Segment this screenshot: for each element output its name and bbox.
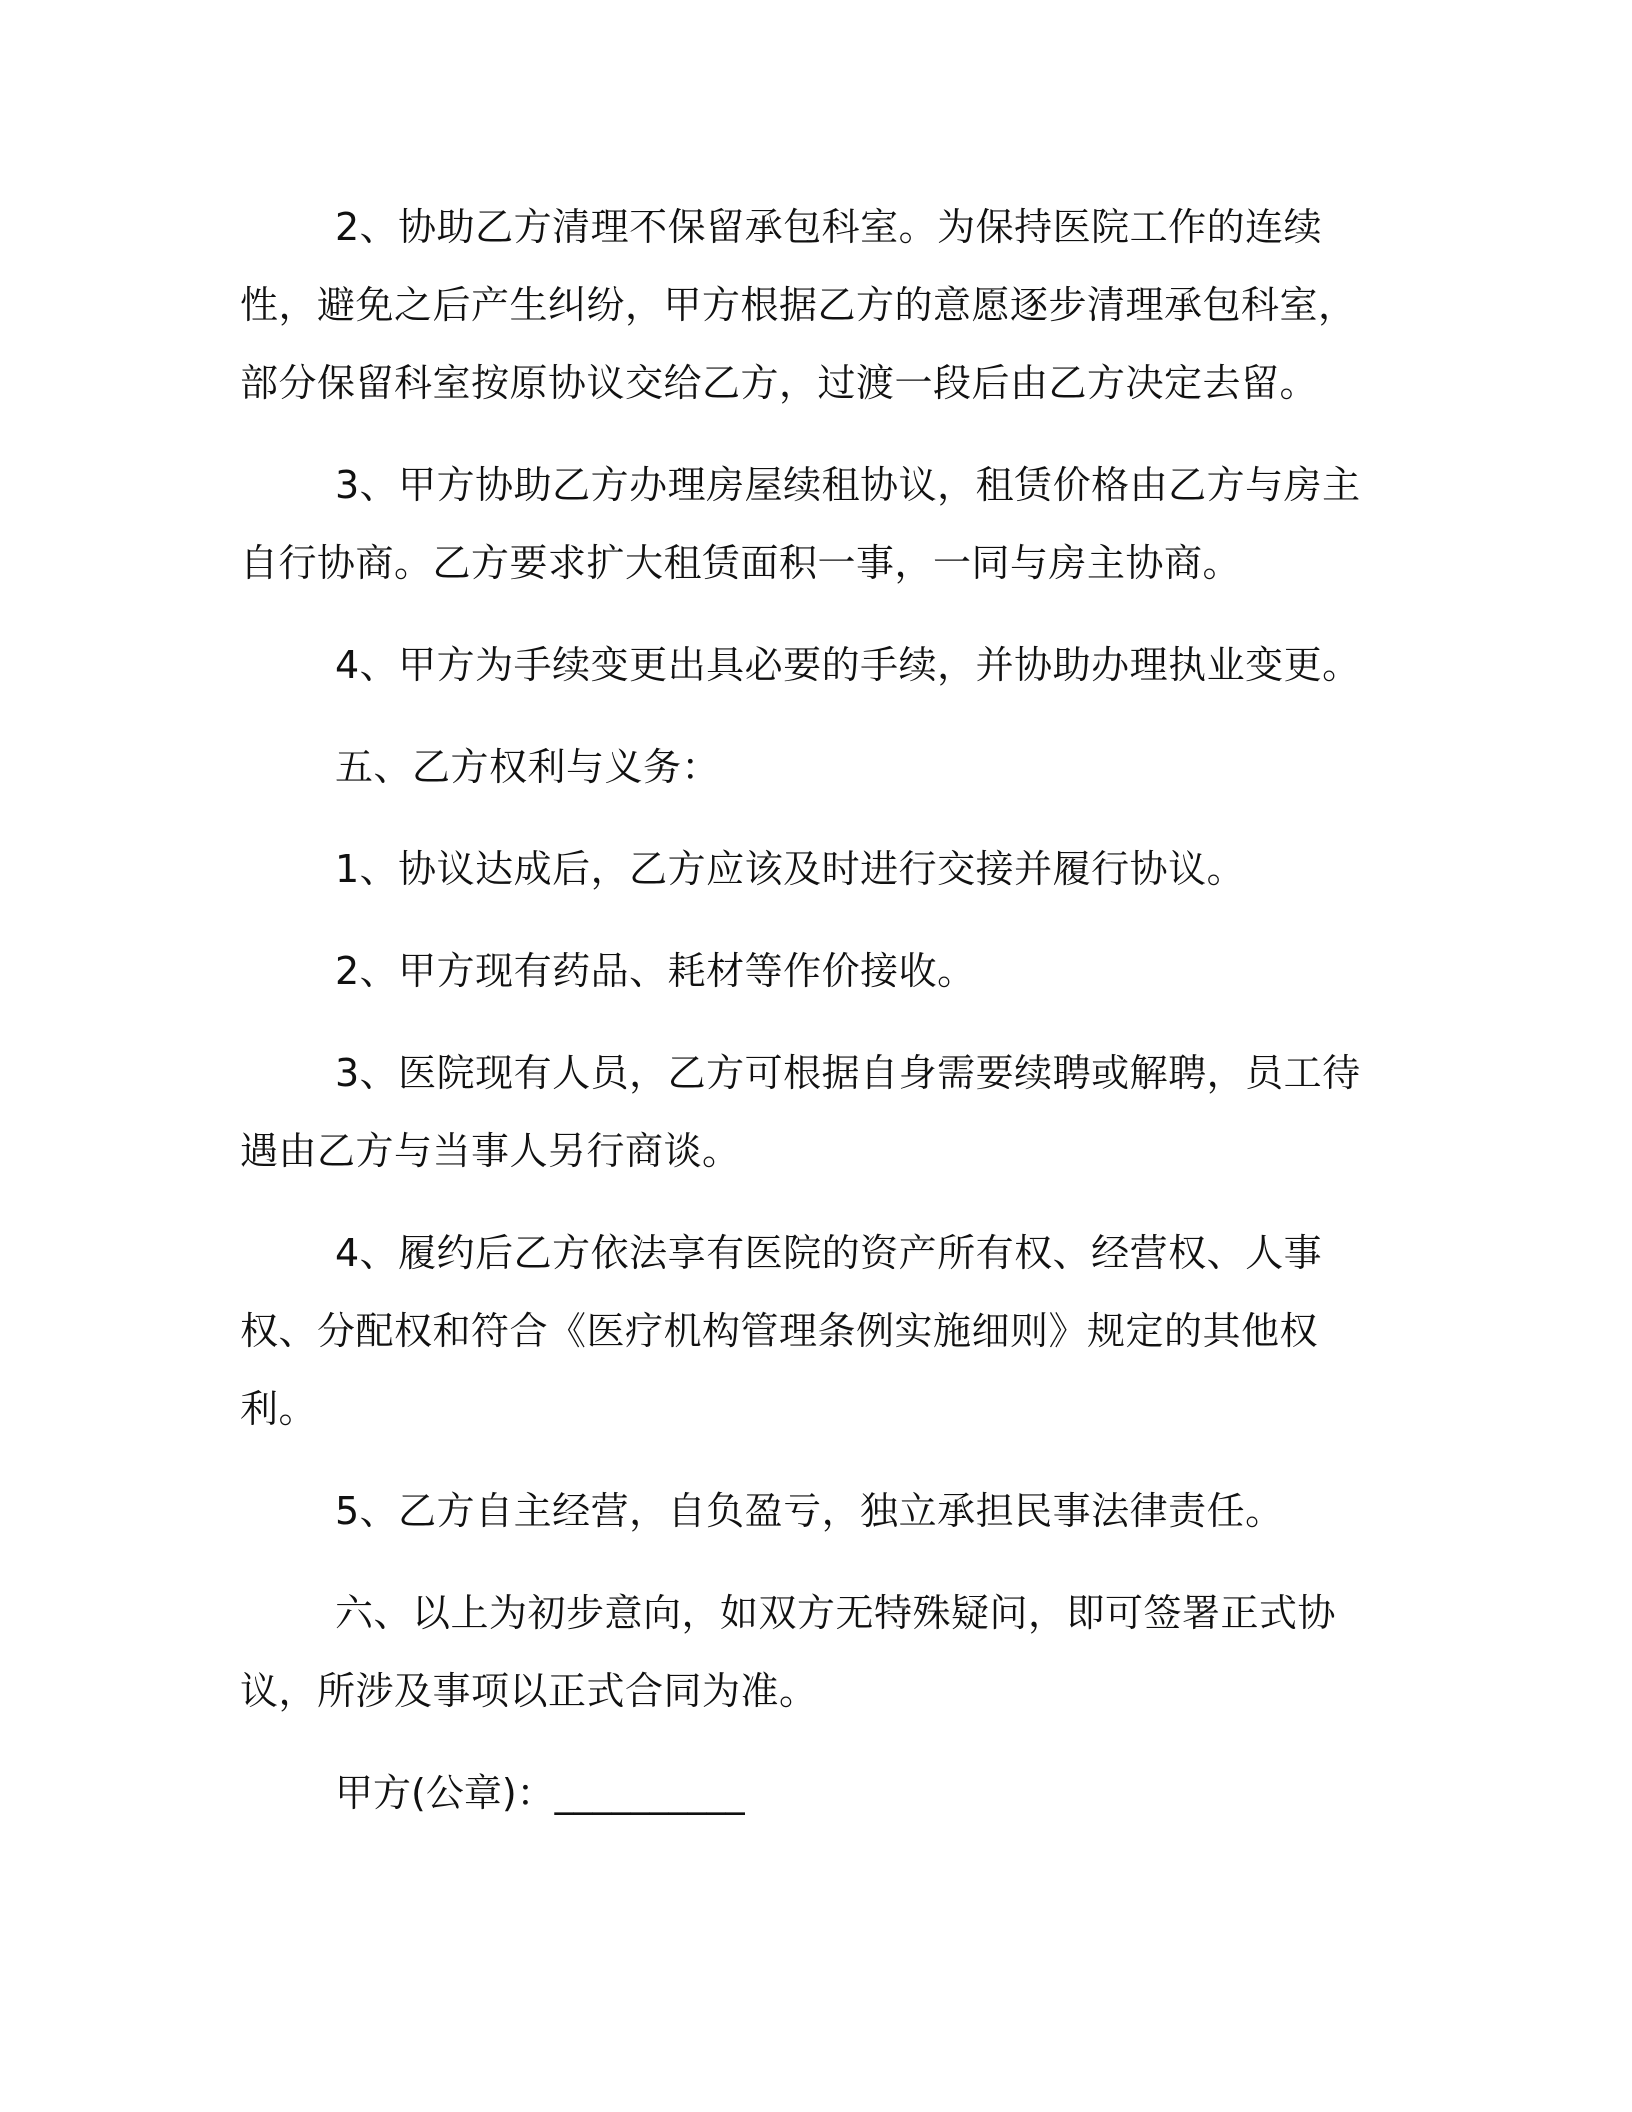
paragraph-obligation-1: 1、协议达成后，乙方应该及时进行交接并履行协议。 [335, 847, 1246, 891]
paragraph-obligation-5: 5、乙方自主经营，自负盈亏，独立承担民事法律责任。 [335, 1489, 1284, 1533]
party-a-signature-line: 甲方(公章)：__________ [335, 1771, 745, 1815]
paragraph-clause-2: 2、协助乙方清理不保留承包科室。为保持医院工作的连续性，避免之后产生纠纷，甲方根据乙方的意愿逐步清理承包科室，部分保留科室按原协议交给乙方，过渡一段后由乙方决定去留。 [240, 205, 1357, 405]
section-heading-6: 六、以上为初步意向，如双方无特殊疑问，即可签署正式协议，所涉及事项以正式合同为准。 [240, 1591, 1337, 1713]
paragraph-obligation-2: 2、甲方现有药品、耗材等作价接收。 [335, 949, 976, 993]
document-body [240, 188, 1370, 1832]
paragraph-obligation-3: 3、医院现有人员，乙方可根据自身需要续聘或解聘，员工待遇由乙方与当事人另行商谈。 [240, 1051, 1361, 1173]
paragraph-obligation-4: 4、履约后乙方依法享有医院的资产所有权、经营权、人事权、分配权和符合《医疗机构管理条例实施细则》规定的其他权利。 [240, 1231, 1323, 1431]
paragraph-clause-4: 4、甲方为手续变更出具必要的手续，并协助办理执业变更。 [335, 643, 1361, 687]
paragraph-clause-3: 3、甲方协助乙方办理房屋续租协议，租赁价格由乙方与房主自行协商。乙方要求扩大租赁面积一事，一同与房主协商。 [240, 463, 1361, 585]
section-heading-5: 五、乙方权利与义务： [335, 745, 721, 789]
